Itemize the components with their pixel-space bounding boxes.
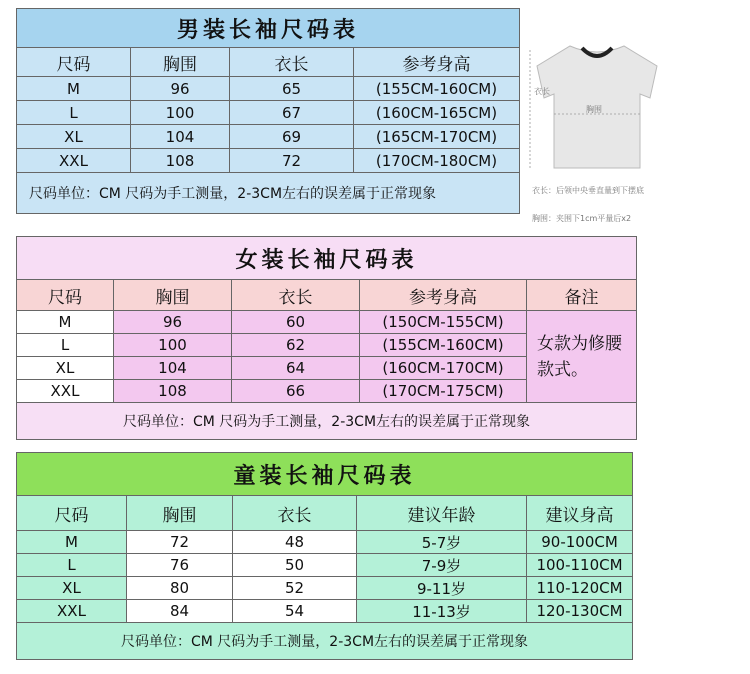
chest-cell: 100 — [114, 334, 232, 357]
height-cell: (160CM-170CM) — [360, 357, 527, 380]
height-cell: (160CM-165CM) — [354, 101, 520, 125]
chest-cell: 104 — [131, 125, 230, 149]
table-row — [17, 531, 633, 554]
header-size: 尺码 — [17, 48, 131, 77]
kids-table-note: 尺码单位：CM 尺码为手工测量，2-3CM左右的误差属于正常现象 — [17, 623, 633, 660]
height-cell: (170CM-175CM) — [360, 380, 527, 403]
size-cell: XL — [17, 577, 127, 600]
length-cell: 50 — [233, 554, 357, 577]
size-cell: M — [17, 531, 127, 554]
table-row — [17, 554, 633, 577]
size-cell: L — [17, 334, 114, 357]
age-cell: 11-13岁 — [357, 600, 527, 623]
header-length: 衣长 — [232, 280, 360, 311]
header-size: 尺码 — [17, 496, 127, 531]
table-row — [17, 125, 520, 149]
header-chest: 胸围 — [131, 48, 230, 77]
size-cell: XXL — [17, 380, 114, 403]
header-chest: 胸围 — [114, 280, 232, 311]
length-cell: 62 — [232, 334, 360, 357]
diagram-caption-chest: 胸围：夹围下1cm平量后x2 — [532, 214, 632, 223]
length-cell: 54 — [233, 600, 357, 623]
height-cell: 100-110CM — [527, 554, 633, 577]
length-cell: 67 — [230, 101, 354, 125]
header-height: 参考身高 — [360, 280, 527, 311]
chest-cell: 96 — [114, 311, 232, 334]
length-cell: 60 — [232, 311, 360, 334]
header-height: 参考身高 — [354, 48, 520, 77]
men-table-note: 尺码单位：CM 尺码为手工测量，2-3CM左右的误差属于正常现象 — [17, 173, 520, 214]
diagram-caption-length: 衣长：后领中央垂直量到下摆底 — [532, 186, 644, 195]
chest-cell: 72 — [127, 531, 233, 554]
men-table-title: 男装长袖尺码表 — [17, 9, 520, 48]
height-cell: (155CM-160CM) — [360, 334, 527, 357]
length-cell: 65 — [230, 77, 354, 101]
height-cell: 90-100CM — [527, 531, 633, 554]
chest-cell: 108 — [131, 149, 230, 173]
age-cell: 9-11岁 — [357, 577, 527, 600]
table-row — [17, 577, 633, 600]
height-cell: (165CM-170CM) — [354, 125, 520, 149]
diagram-chest-label: 胸围 — [586, 105, 602, 114]
header-age: 建议年龄 — [357, 496, 527, 531]
size-cell: L — [17, 554, 127, 577]
table-row — [17, 149, 520, 173]
chest-cell: 104 — [114, 357, 232, 380]
size-cell: XL — [17, 357, 114, 380]
header-remark: 备注 — [527, 280, 637, 311]
table-row — [17, 600, 633, 623]
size-cell: L — [17, 101, 131, 125]
chest-cell: 100 — [131, 101, 230, 125]
chest-cell: 108 — [114, 380, 232, 403]
length-cell: 66 — [232, 380, 360, 403]
header-chest: 胸围 — [127, 496, 233, 531]
size-cell: XL — [17, 125, 131, 149]
kids-size-table — [16, 452, 633, 660]
women-table-title: 女装长袖尺码表 — [17, 237, 637, 280]
tshirt-measurement-diagram — [522, 28, 672, 228]
diagram-length-label: 衣长 — [534, 87, 550, 96]
women-size-table — [16, 236, 637, 440]
height-cell: (150CM-155CM) — [360, 311, 527, 334]
chest-cell: 84 — [127, 600, 233, 623]
size-cell: XXL — [17, 600, 127, 623]
chest-cell: 96 — [131, 77, 230, 101]
table-row — [17, 311, 637, 334]
chest-cell: 80 — [127, 577, 233, 600]
size-cell: M — [17, 77, 131, 101]
chest-cell: 76 — [127, 554, 233, 577]
length-cell: 52 — [233, 577, 357, 600]
women-table-note: 尺码单位：CM 尺码为手工测量，2-3CM左右的误差属于正常现象 — [17, 403, 637, 440]
length-cell: 64 — [232, 357, 360, 380]
length-cell: 69 — [230, 125, 354, 149]
table-row — [17, 101, 520, 125]
remark-cell: 女款为修腰款式。 — [527, 311, 637, 403]
height-cell: (155CM-160CM) — [354, 77, 520, 101]
size-cell: M — [17, 311, 114, 334]
height-cell: 120-130CM — [527, 600, 633, 623]
size-cell: XXL — [17, 149, 131, 173]
header-height: 建议身高 — [527, 496, 633, 531]
height-cell: (170CM-180CM) — [354, 149, 520, 173]
age-cell: 5-7岁 — [357, 531, 527, 554]
kids-table-title: 童装长袖尺码表 — [17, 453, 633, 496]
header-length: 衣长 — [233, 496, 357, 531]
length-cell: 72 — [230, 149, 354, 173]
header-length: 衣长 — [230, 48, 354, 77]
height-cell: 110-120CM — [527, 577, 633, 600]
table-row — [17, 77, 520, 101]
header-size: 尺码 — [17, 280, 114, 311]
age-cell: 7-9岁 — [357, 554, 527, 577]
length-cell: 48 — [233, 531, 357, 554]
men-size-table — [16, 8, 520, 214]
